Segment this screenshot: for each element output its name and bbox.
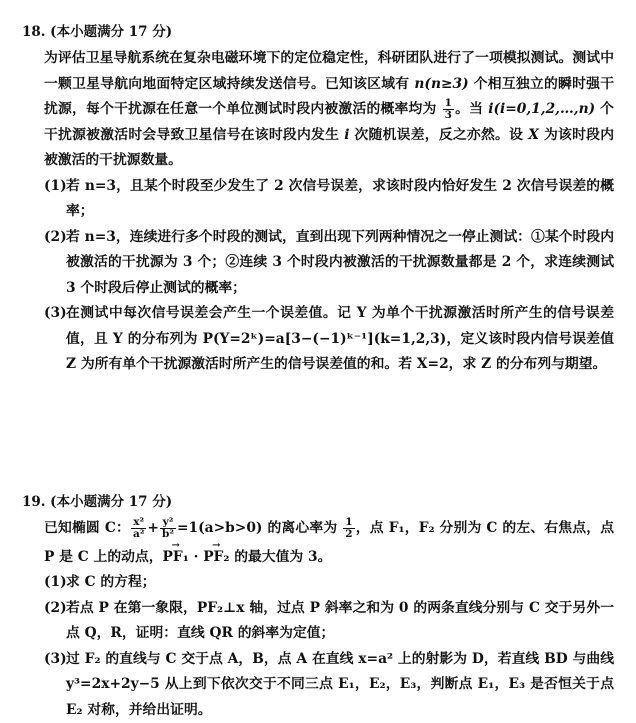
problem-19-heading: 19. (本小题满分 17 分) <box>22 494 173 510</box>
problem-18-heading: 18. (本小题满分 17 分) <box>22 24 173 40</box>
question-text: 若 n=3，连续进行多个时段的测试，直到出现下列两种情况之一停止测试：①某个时段内被激活的干扰源为 3 个；②连续 3 个时段内被激活的干扰源数量都是 2 个，求连续测试 3 个时段后停止测试的概率； <box>66 228 614 296</box>
intro-text-1: 为评估卫星导航系统在复杂电磁环境下的定位稳定性，科研团队进行了一项模拟测试。测试中一颗卫星导航向地面特定区域持续发送信号。已知该区域有 <box>44 50 614 92</box>
question-text: 若点 P 在第一象限，PF₂⊥x 轴，过点 P 斜率之和为 0 的两条直线分别与 C 交于另外一点 Q，R，证明：直线 QR 的斜率为定值； <box>66 599 614 641</box>
question-number: (1) <box>44 177 67 194</box>
fraction-numerator: 1 <box>444 97 452 109</box>
problem-19-question-3 <box>44 647 614 723</box>
intro-text-4: 的最大值为 3。 <box>229 548 332 565</box>
x-squared: x² <box>131 517 146 529</box>
intro-text-2: 个相互独立的瞬时强干扰源，每个干扰源在任意一个单位测试时段内被激活的概率均为 <box>44 75 614 117</box>
fraction-numerator: 1 <box>345 516 353 528</box>
y-squared: y² <box>160 517 176 529</box>
question-text: 过 F₂ 的直线与 C 交于点 A，B，点 A 在直线 x=a² 上的射影为 D，若直线 BD 与曲线 y³=2x+2y−5 从上到下依次交于不同三点 E₁，E₂，E₃，判断点 E₁，E₃ 是否恒关于点 E₂ 对称，并给出证明。 <box>66 650 614 718</box>
problem-18-body <box>22 46 614 378</box>
problem-19-question-1 <box>44 570 614 596</box>
intro-i: i <box>344 126 350 143</box>
question-number: (2) <box>44 599 67 616</box>
probability-fraction <box>443 98 454 121</box>
question-text: 若 n=3，且某个时段至少发生了 2 次信号误差，求该时段内恰好发生 2 次信号误差的概率； <box>66 177 614 219</box>
intro-text-2: =1(a>b>0) 的离心率为 <box>176 520 343 536</box>
intro-text-4: 个干扰源被激活时会导致卫星信号在该时段内发生 <box>44 101 614 143</box>
question-number: (3) <box>44 305 67 321</box>
question-number: (1) <box>44 574 67 590</box>
question-text: 求 C 的方程； <box>66 574 156 590</box>
question-text: 在测试中每次信号误差会产生一个误差值。记 Y 为单个干扰源激活时所产生的信号误差值，且 Y 的分布列为 P(Y=2ᵏ)=a[3−(−1)ᵏ⁻¹](k=1,2,3)，定义该时段内信号误差值 Z 为所有单个干扰源激活时所产生的信号误差值的和。若 X=2，求 Z 的分布列与期望。 <box>66 305 614 372</box>
intro-x: X <box>528 126 539 143</box>
intro-text-6: 为该时段内被激活的干扰源数量。 <box>44 126 614 168</box>
problem-19-body <box>22 516 614 723</box>
b-squared: b² <box>161 528 174 540</box>
problem-18-question-2 <box>44 225 614 302</box>
plus-sign: + <box>147 520 159 536</box>
question-number: (2) <box>44 228 67 245</box>
vector-pf1: → PF₁ <box>163 542 189 571</box>
intro-i-range: i(i=0,1,2,…,n) <box>488 101 596 117</box>
fraction-denominator: 2 <box>345 528 353 540</box>
intro-n-condition: n(n≥3) <box>414 75 469 92</box>
intro-text-3: 。当 <box>454 101 489 117</box>
problem-19-intro <box>44 516 614 570</box>
problem-18-question-3 <box>44 301 614 378</box>
vector-pf2: → PF₂ <box>203 542 229 571</box>
fraction-denominator: 3 <box>444 109 452 121</box>
dot-product: · <box>188 548 204 565</box>
problem-18-intro <box>44 46 614 174</box>
problem-19-question-2 <box>44 596 614 647</box>
x-fraction <box>131 517 146 540</box>
eccentricity-fraction <box>343 517 354 540</box>
problem-18-question-1 <box>44 174 614 225</box>
question-number: (3) <box>44 650 67 667</box>
a-squared: a² <box>133 528 145 540</box>
problem-18 <box>22 22 614 378</box>
intro-text-5: 次随机误差，反之亦然。设 <box>349 126 529 143</box>
intro-text-1: 已知椭圆 C： <box>44 520 131 536</box>
intro-text-3: ，点 F₁，F₂ 分别为 C 的左、右焦点，点 P 是 C 上的动点， <box>44 520 614 565</box>
problem-19 <box>22 492 614 723</box>
